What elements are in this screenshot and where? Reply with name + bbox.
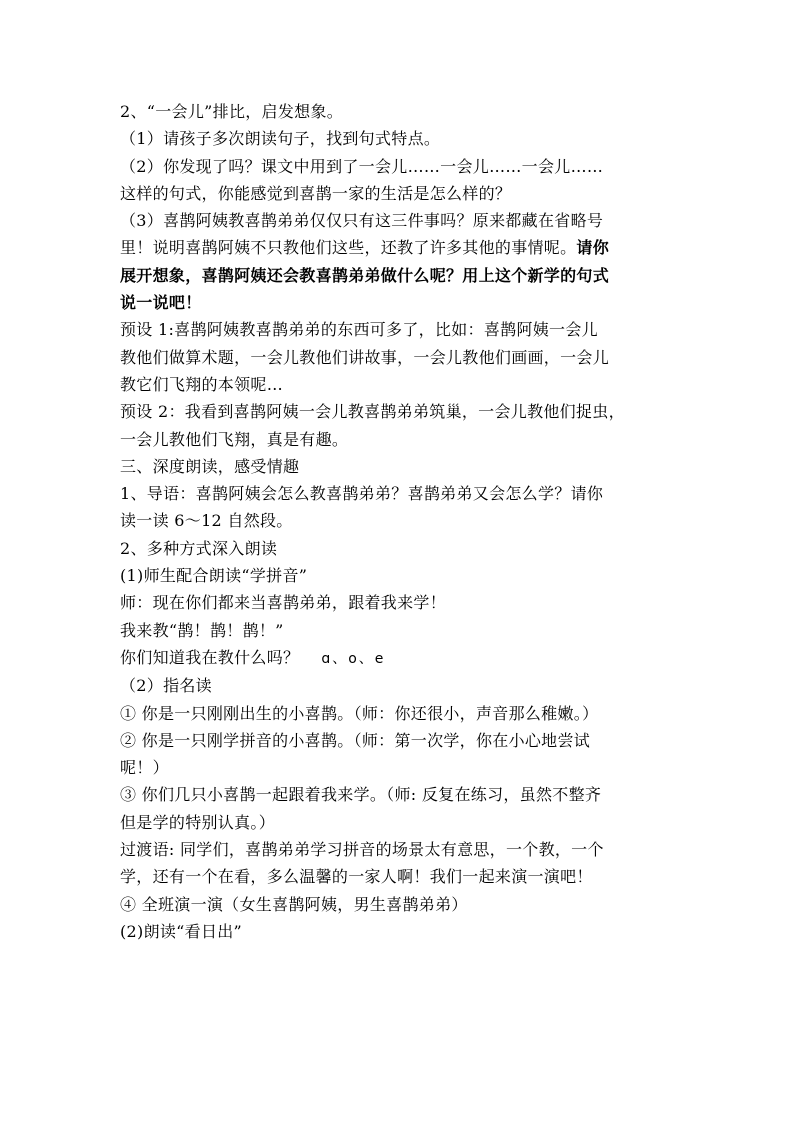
text-line: 2、“一会儿”排比，启发想象。 <box>120 102 344 121</box>
bold-paragraph-line <box>120 266 680 286</box>
paragraph-line <box>120 704 680 724</box>
bold-paragraph-line <box>120 293 680 313</box>
text-line: （2）指名读 <box>120 676 212 696</box>
text-line: 你们知道我在教什么吗？ <box>120 647 300 667</box>
paragraph-line <box>120 785 680 805</box>
text-line: (1)师生配合朗读“学拼音” <box>120 566 308 586</box>
text-line: 我来教“鹊！鹊！鹊！” <box>120 620 284 640</box>
text-line: 呢！） <box>120 758 169 778</box>
text-line: 教它们飞翔的本领呢… <box>120 374 284 394</box>
paragraph-line <box>120 348 680 368</box>
paragraph-line <box>120 511 680 531</box>
paragraph-line <box>120 621 680 641</box>
text-line: （3）喜鹊阿姨教喜鹊弟弟仅仅只有这三件事吗？原来都藏在省略号 <box>120 211 604 231</box>
paragraph-line <box>120 375 680 395</box>
paragraph-line <box>120 238 680 258</box>
text-line: 2、多种方式深入朗读 <box>120 538 278 558</box>
paragraph-line <box>120 867 680 887</box>
text-line: (2)朗读“看日出” <box>120 921 243 941</box>
text-line: 教他们做算术题，一会儿教他们讲故事，一会儿教他们画画，一会儿 <box>120 347 610 367</box>
paragraph-line <box>120 895 680 915</box>
text-line: 一会儿教他们飞翔，真是有趣。 <box>120 429 349 449</box>
document-body <box>120 102 680 949</box>
text-line: （2）你发现了吗？课文中用到了一会儿……一会儿……一会儿…… <box>120 156 604 176</box>
text-line: ② 你是一只刚学拼音的小喜鹊。（师：第一次学，你在小心地尝试 <box>120 730 591 750</box>
paragraph-line <box>120 813 680 833</box>
text-line: ③ 你们几只小喜鹊一起跟着我来学。（师: 反复在练习，虽然不整齐 <box>120 785 602 805</box>
section-heading <box>120 457 680 477</box>
text-line: 师：现在你们都来当喜鹊弟弟，跟着我来学！ <box>120 593 447 613</box>
paragraph-line <box>120 157 680 177</box>
paragraph-line <box>120 648 680 669</box>
text-line: 但是学的特别认真。） <box>120 812 276 832</box>
bold-text: 说一说吧！ <box>120 293 202 313</box>
paragraph-line <box>120 731 680 751</box>
paragraph-line <box>120 211 680 231</box>
paragraph-line <box>120 184 680 204</box>
text-line: 过渡语: 同学们，喜鹊弟弟学习拼音的场景太有意思，一个教，一个 <box>120 840 604 860</box>
text-line: 预设 1:喜鹊阿姨教喜鹊弟弟的东西可多了，比如：喜鹊阿姨一会儿 <box>120 320 598 340</box>
section-heading <box>120 102 680 122</box>
paragraph-line <box>120 484 680 504</box>
paragraph-line <box>120 676 680 696</box>
paragraph-line <box>120 320 680 340</box>
text-line: 这样的句式，你能感觉到喜鹊一家的生活是怎么样的？ <box>120 183 512 203</box>
text-line: ④ 全班演一演（女生喜鹊阿姨，男生喜鹊弟弟） <box>120 894 468 914</box>
text-line: 三、深度朗读，感受情趣 <box>120 456 300 476</box>
paragraph-line <box>120 922 680 942</box>
paragraph-line <box>120 758 680 778</box>
paragraph-line <box>120 593 680 613</box>
text-line: 里！说明喜鹊阿姨不只教他们这些，还教了许多其他的事情呢。 <box>120 238 577 258</box>
paragraph-line <box>120 566 680 586</box>
section-heading <box>120 539 680 559</box>
paragraph-line <box>120 430 680 450</box>
paragraph-line <box>120 129 680 149</box>
text-line: 1、导语：喜鹊阿姨会怎么教喜鹊弟弟？喜鹊弟弟又会怎么学？请你 <box>120 484 604 504</box>
text-line: 学，还有一个在看，多么温馨的一家人啊！我们一起来演一演吧！ <box>120 867 593 887</box>
bold-text: 请你 <box>576 238 610 258</box>
text-line: ① 你是一只刚刚出生的小喜鹊。（师：你还很小，声音那么稚嫩。） <box>120 703 599 723</box>
pinyin-letters: ɑ、o、e <box>321 650 386 667</box>
paragraph-line <box>120 402 680 422</box>
text-line: （1）请孩子多次朗读句子，找到句式特点。 <box>120 129 441 149</box>
paragraph-line <box>120 840 680 860</box>
text-line: 预设 2：我看到喜鹊阿姨一会儿教喜鹊弟弟筑巢，一会儿教他们捉虫， <box>120 402 625 422</box>
bold-text: 展开想象，喜鹊阿姨还会教喜鹊弟弟做什么呢？用上这个新学的句式 <box>120 265 610 285</box>
text-line: 读一读 6～12 自然段。 <box>120 511 293 531</box>
